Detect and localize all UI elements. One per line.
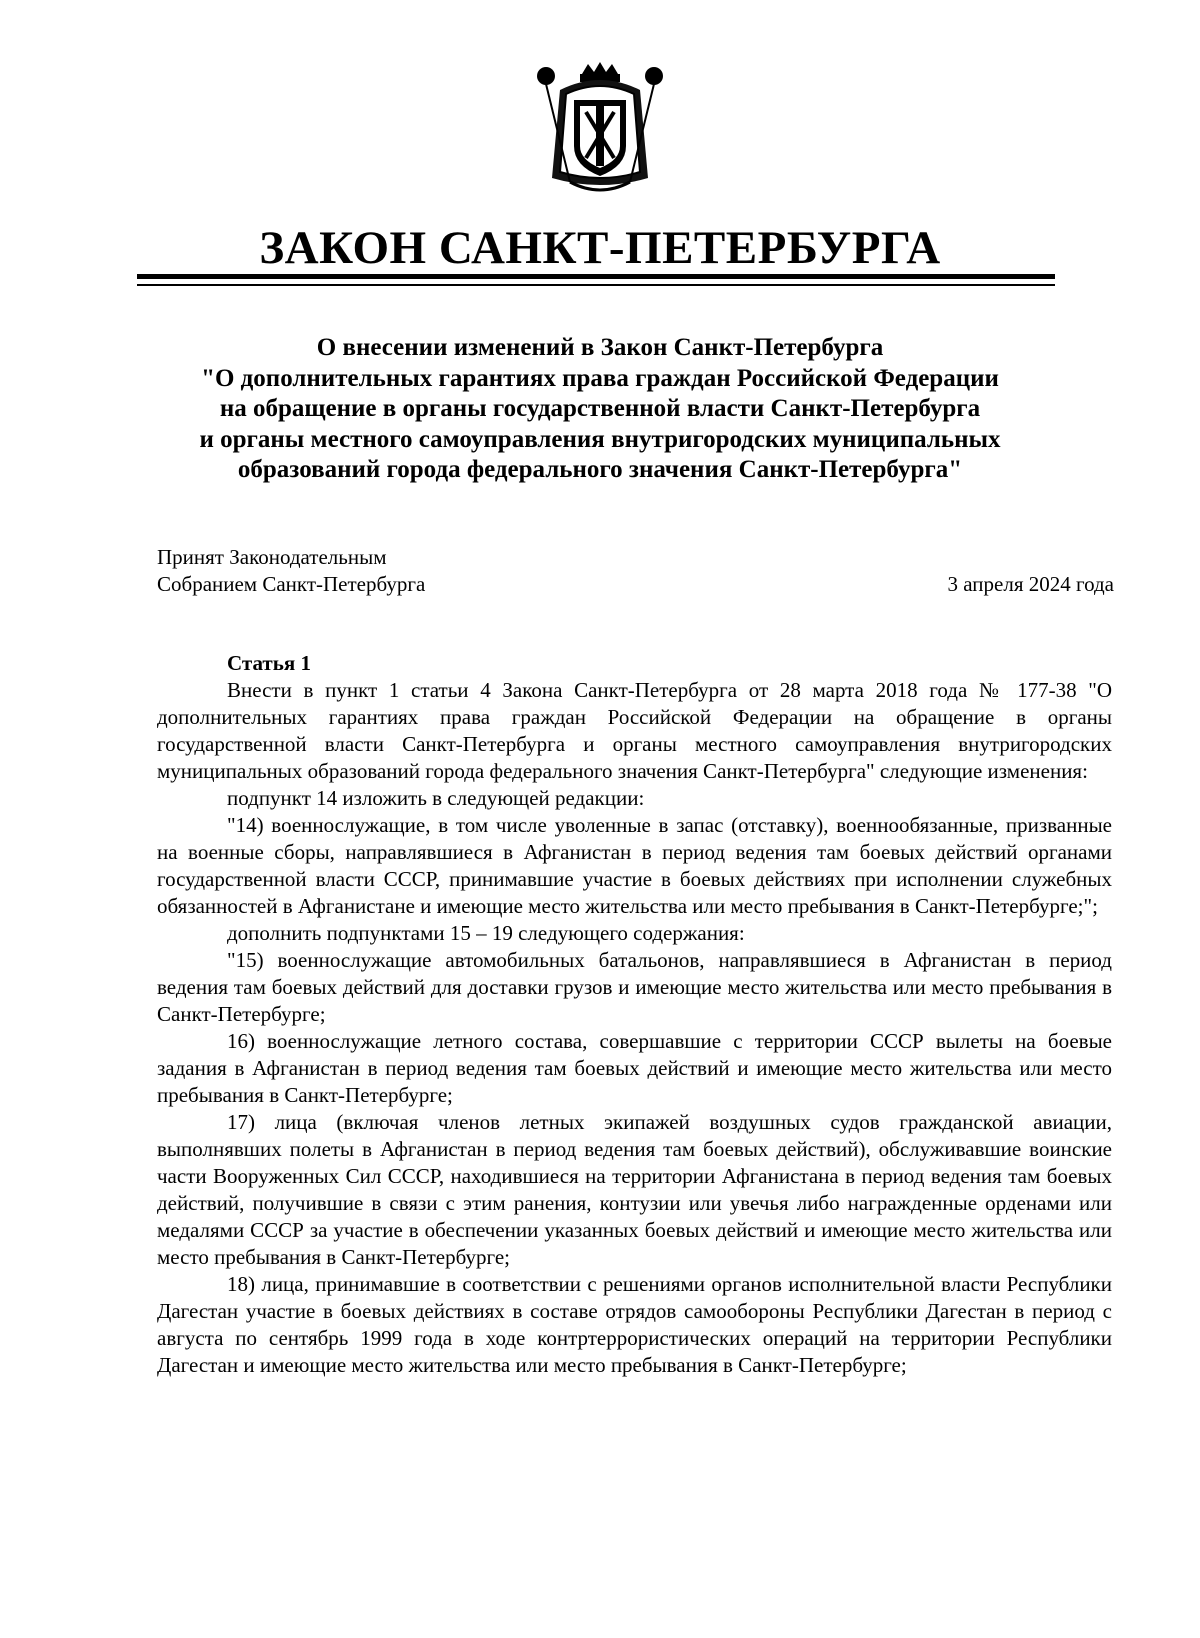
title-line: и органы местного самоуправления внутригородских муниципальных [199, 425, 1001, 453]
law-title [100, 333, 1100, 486]
emblem-drawing [530, 60, 670, 200]
law-body [157, 650, 1112, 1379]
heading-rule-thin [137, 284, 1055, 286]
paragraph: подпункт 14 изложить в следующей редакции: [227, 786, 645, 810]
heading-rule-thick [137, 274, 1055, 279]
coat-of-arms-icon [530, 60, 670, 200]
paragraph: Внести в пункт 1 статьи 4 Закона Санкт-Петербурга от 28 марта 2018 года № 177-38 "О дополнительных гарантиях права граждан Российской Федерации на обращение в органы государственной власти Санкт-Петербурга и органы местного самоуправления внутригородских муниципальных образований города федерального значения Санкт-Петербурга" следующие изменения: [157, 678, 1112, 783]
article-title: Статья 1 [227, 651, 311, 675]
paragraph: 18) лица, принимавшие в соответствии с решениями органов исполнительной власти Республики Дагестан участие в боевых действиях в составе отрядов самообороны Республики Дагестан в период с августа по сентябрь 1999 года в ходе контртеррористических операций на территории Республики Дагестан и имеющие место жительства или место пребывания в Санкт-Петербурге; [157, 1272, 1112, 1377]
paragraph: дополнить подпунктами 15 – 19 следующего содержания: [227, 921, 745, 945]
law-heading: ЗАКОН САНКТ-ПЕТЕРБУРГА [259, 222, 941, 274]
adoption-line: Собранием Санкт-Петербурга [157, 572, 426, 596]
adoption-date: 3 апреля 2024 года [947, 572, 1114, 596]
adoption-line: Принят Законодательным [157, 545, 387, 569]
adoption-note [157, 544, 425, 598]
title-line: образований города федерального значения Санкт-Петербурга" [237, 456, 963, 483]
paragraph: "15) военнослужащие автомобильных батальонов, направлявшиеся в Афганистан в период ведения там боевых действий для доставки грузов и имеющие место жительства или место пребывания в Санкт-Петербурге; [157, 948, 1112, 1026]
title-line: О внесении изменений в Закон Санкт-Петербурга [316, 334, 884, 361]
title-line: "О дополнительных гарантиях права граждан Российской Федерации [201, 364, 999, 392]
paragraph: 16) военнослужащие летного состава, совершавшие с территории СССР вылеты на боевые задания в Афганистан в период ведения там боевых действий и имеющие место жительства или место пребывания в Санкт-Петербурге; [157, 1029, 1112, 1107]
paragraph: 17) лица (включая членов летных экипажей воздушных судов гражданской авиации, выполнявших полеты в Афганистан в период ведения там боевых действий), обслуживавшие воинские части Вооруженных Сил СССР, находившиеся на территории Афганистана в период ведения там боевых действий, получившие в связи с этим ранения, контузии или увечья либо награжденные орденами или медалями СССР за участие в обеспечении указанных боевых действий и имеющие место жительства или место пребывания в Санкт-Петербурге; [157, 1110, 1112, 1269]
paragraph: "14) военнослужащие, в том числе уволенные в запас (отставку), военнообязанные, призванные на военные сборы, направлявшиеся в Афганистан в период ведения там боевых действий органами государственной власти СССР, принимавшие участие в боевых действиях при исполнении служебных обязанностей в Афганистане и имеющие место жительства или место пребывания в Санкт-Петербурге;"; [157, 813, 1112, 918]
title-line: на обращение в органы государственной власти Санкт-Петербурга [219, 395, 981, 422]
